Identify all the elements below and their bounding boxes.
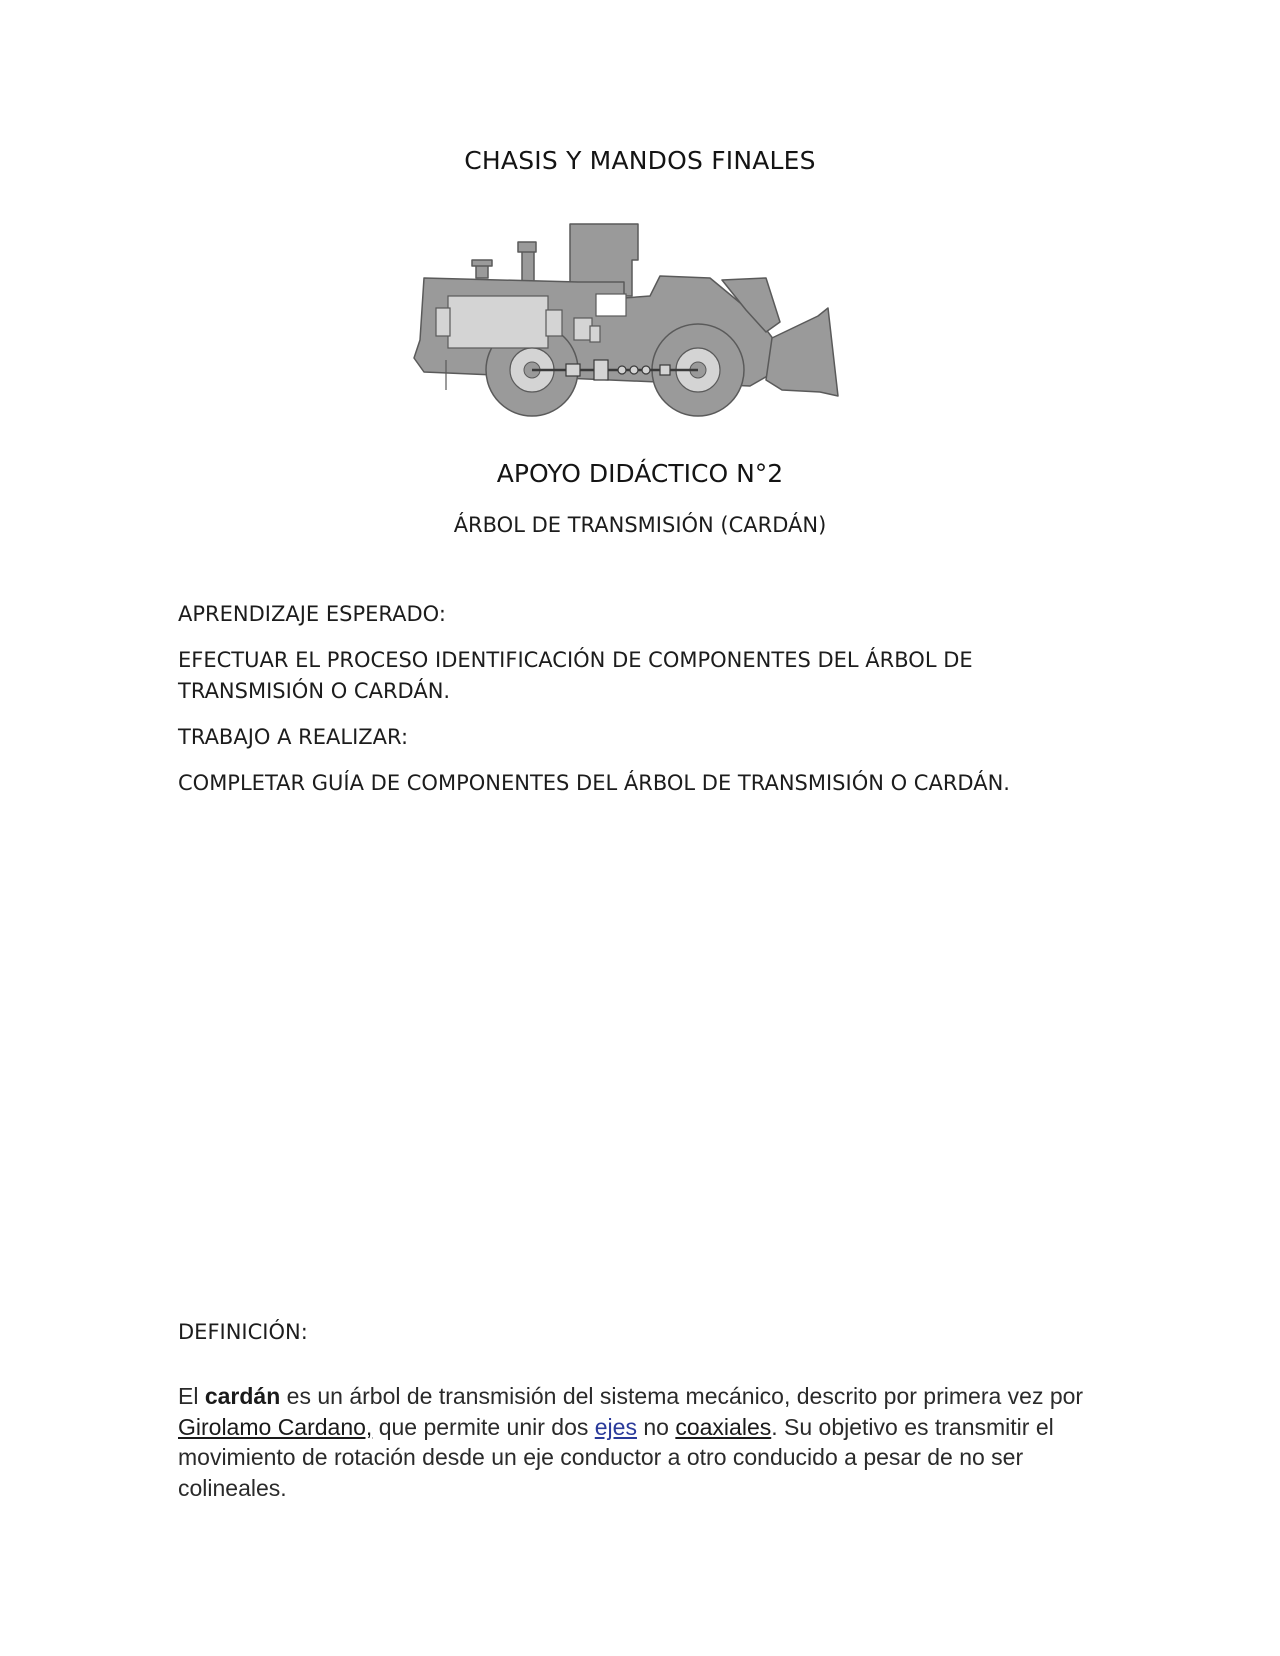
girolamo-cardano-link[interactable]: Girolamo Cardano,	[178, 1413, 373, 1440]
definition-text-2: es un árbol de transmisión del sistema mecánico, descrito por primera vez por	[280, 1383, 1084, 1409]
definition-label: DEFINICIÓN:	[178, 1320, 308, 1344]
definition-paragraph	[178, 1381, 1098, 1503]
coaxiales-link[interactable]: coaxiales	[675, 1413, 772, 1440]
wheel-loader-icon	[410, 220, 866, 420]
definition-text-4: no	[636, 1413, 676, 1440]
definition-text-1: El	[178, 1383, 205, 1409]
learning-text: EFECTUAR EL PROCESO IDENTIFICACIÓN DE COMPONENTES DEL ÁRBOL DE TRANSMISIÓN O CARDÁN.	[178, 648, 973, 703]
topic-heading: ÁRBOL DE TRANSMISIÓN (CARDÁN)	[453, 513, 827, 537]
support-number-heading: APOYO DIDÁCTICO N°2	[496, 459, 784, 488]
definition-text-3: que permite unir dos	[372, 1413, 595, 1440]
ejes-link[interactable]: ejes	[594, 1413, 637, 1440]
learning-label: APRENDIZAJE ESPERADO:	[178, 602, 446, 626]
definition-term: cardán	[204, 1383, 281, 1409]
wheel-loader-cutaway-illustration	[410, 220, 866, 420]
definition-text-5: . Su objetivo es transmitir el movimiento de rotación desde un eje conductor a otro conducido a pesar de no ser colineales.	[178, 1413, 1054, 1501]
work-label: TRABAJO A REALIZAR:	[178, 725, 409, 749]
document-title: CHASIS Y MANDOS FINALES	[464, 146, 816, 175]
work-text: COMPLETAR GUÍA DE COMPONENTES DEL ÁRBOL DE TRANSMISIÓN O CARDÁN.	[178, 771, 1010, 795]
